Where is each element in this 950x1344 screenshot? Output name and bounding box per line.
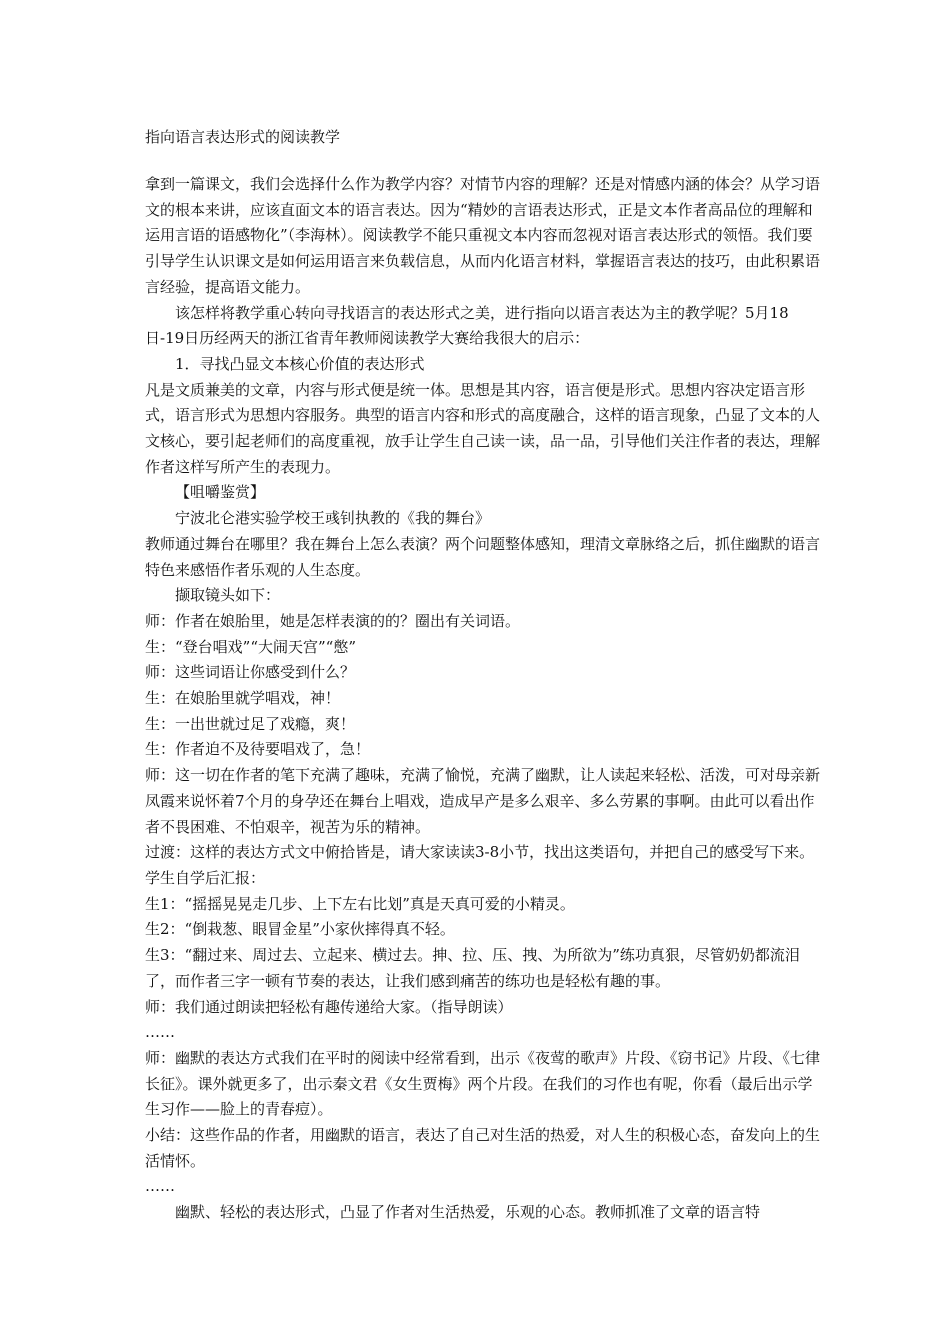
paragraph: 拿到一篇课文，我们会选择什么作为教学内容？对情节内容的理解？还是对情感内涵的体会？从学习语文的根本来讲，应该直面文本的语言表达。因为“精妙的言语表达形式，正是文本作者高品位的理解和运用言语的语感物化”（李海林）。阅读教学不能只重视文本内容而忽视对语言表达形式的领悟。我们要引导学生认识课文是如何运用语言来负载信息，从而内化语言材料，掌握语言表达的技巧，由此积累语言经验，提高语文能力。 <box>145 175 821 296</box>
paragraph: 生：在娘胎里就学唱戏，神！ <box>145 689 341 708</box>
document-body <box>145 172 825 1226</box>
paragraph: 1．寻找凸显文本核心价值的表达形式 <box>175 354 425 373</box>
paragraph: 生：“登台唱戏”“大闹天宫”“憋” <box>145 637 357 656</box>
paragraph: 撷取镜头如下： <box>175 586 281 605</box>
paragraph: 过渡：这样的表达方式文中俯拾皆是，请大家读读3-8小节，找出这类语句，并把自己的感受写下来。 <box>145 843 815 862</box>
paragraph: 师：这一切在作者的笔下充满了趣味，充满了愉悦，充满了幽默，让人读起来轻松、活泼，可对母亲新凤霞来说怀着7个月的身孕还在舞台上唱戏，造成早产是多么艰辛、多么劳累的事啊。由此可以看出作者不畏困难、不怕艰辛，视苦为乐的精神。 <box>145 766 821 836</box>
paragraph: 凡是文质兼美的文章，内容与形式便是统一体。思想是其内容，语言便是形式。思想内容决定语言形式，语言形式为思想内容服务。典型的语言内容和形式的高度融合，这样的语言现象，凸显了文本的人文核心，要引起老师们的高度重视，放手让学生自己读一读，品一品，引导他们关注作者的表达，理解作者这样写所产生的表现力。 <box>145 380 821 476</box>
paragraph: 师：幽默的表达方式我们在平时的阅读中经常看到，出示《夜莺的歌声》片段、《窃书记》片段、《七律长征》。课外就更多了，出示秦文君《女生贾梅》两个片段。在我们的习作也有呢，你看（最后出示学生习作——脸上的青春痘）。 <box>145 1048 821 1119</box>
paragraph: 学生自学后汇报： <box>145 868 266 887</box>
paragraph: …… <box>145 1177 175 1196</box>
paragraph: 生2：“倒栽葱、眼冒金星”小家伙摔得真不轻。 <box>145 920 455 939</box>
paragraph: 生：作者迫不及待要唱戏了，急！ <box>145 740 371 759</box>
paragraph: 教师通过舞台在哪里？我在舞台上怎么表演？两个问题整体感知，理清文章脉络之后，抓住幽默的语言特色来感悟作者乐观的人生态度。 <box>145 534 821 579</box>
paragraph: …… <box>145 1023 175 1042</box>
paragraph: 小结：这些作品的作者，用幽默的语言，表达了自己对生活的热爱，对人生的积极心态，奋发向上的生活情怀。 <box>145 1126 821 1170</box>
paragraph: 该怎样将教学重心转向寻找语言的表达形式之美，进行指向以语言表达为主的教学呢？5月18日-19日历经两天的浙江省青年教师阅读教学大赛给我很大的启示： <box>145 303 789 348</box>
paragraph: 宁波北仑港实验学校王彧钊执教的《我的舞台》 <box>175 509 491 528</box>
paragraph: 师：我们通过朗读把轻松有趣传递给大家。（指导朗读） <box>145 997 513 1016</box>
paragraph: 生3：“翻过来、周过去、立起来、横过去。抻、拉、压、拽、为所欲为”练功真狠，尽管奶奶都流泪了，而作者三字一顿有节奏的表达，让我们感到痛苦的练功也是轻松有趣的事。 <box>145 946 800 990</box>
paragraph: 师：这些词语让你感受到什么？ <box>145 663 356 682</box>
document-title: 指向语言表达形式的阅读教学 <box>145 128 341 146</box>
paragraph: 幽默、轻松的表达形式，凸显了作者对生活热爱，乐观的心态。教师抓准了文章的语言特 <box>175 1203 761 1222</box>
paragraph: 师：作者在娘胎里，她是怎样表演的的？圈出有关词语。 <box>145 611 521 630</box>
paragraph: 生1：“摇摇晃晃走几步、上下左右比划”真是天真可爱的小精灵。 <box>145 894 575 913</box>
paragraph: 生：一出世就过足了戏瘾，爽！ <box>145 714 356 733</box>
paragraph: 【咀嚼鉴赏】 <box>175 483 266 502</box>
